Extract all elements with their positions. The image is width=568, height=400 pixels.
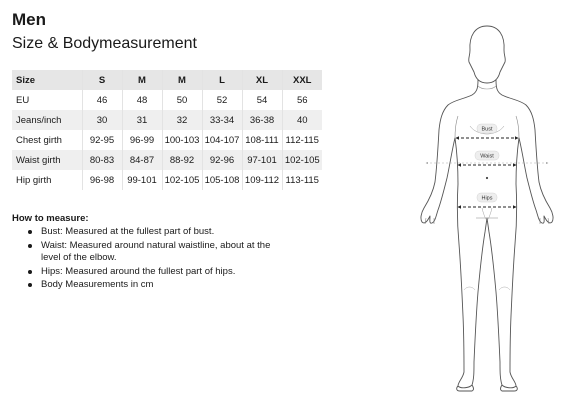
- table-cell: 108-111: [242, 130, 282, 150]
- table-cell: 56: [296, 94, 308, 106]
- table-cell: 112-115: [285, 134, 319, 146]
- table-cell: 52: [202, 90, 242, 110]
- howto-title: How to measure:: [12, 213, 89, 224]
- table-cell: 88-92: [162, 150, 202, 170]
- table-cell: 46: [82, 90, 122, 110]
- header-cell: L: [202, 70, 242, 90]
- table-cell: 100-103: [162, 130, 202, 150]
- header-cell: M: [122, 70, 162, 90]
- table-cell: 97-101: [242, 150, 282, 170]
- list-item-text: Bust: Measured at the fullest part of bust.: [41, 226, 215, 237]
- table-cell: 96-98: [82, 170, 122, 190]
- table-cell: 32: [162, 110, 202, 130]
- bullet-icon: [28, 283, 32, 287]
- body-figure: [412, 22, 562, 394]
- hips-label: Hips: [481, 195, 493, 202]
- body-outline: [421, 26, 553, 391]
- table-cell: 109-112: [242, 170, 282, 190]
- navel-mark: [486, 177, 488, 179]
- list-item-text: Waist: Measured around natural waistline, about at the level of the elbow.: [41, 239, 271, 263]
- waist-label: Waist: [480, 153, 494, 160]
- row-label: Hip girth: [12, 170, 82, 190]
- table-cell: 102-105: [162, 170, 202, 190]
- table-cell: 54: [242, 90, 282, 110]
- table-row: [12, 110, 322, 130]
- table-cell: 48: [122, 90, 162, 110]
- list-item-text: Body Measurements in cm: [41, 279, 154, 290]
- table-row: [12, 170, 322, 190]
- bullet-icon: [28, 270, 32, 274]
- size-table: [12, 70, 322, 190]
- table-cell: 80-83: [82, 150, 122, 170]
- table-cell: 102-105: [282, 150, 322, 170]
- header-cell: S: [82, 70, 122, 90]
- list-item: [12, 266, 271, 279]
- table-cell: 105-108: [202, 170, 242, 190]
- row-label: EU: [12, 90, 82, 110]
- howto-list: [12, 226, 271, 293]
- list-item-text: Hips: Measured around the fullest part of hips.: [41, 265, 236, 277]
- table-row: [12, 130, 322, 150]
- table-header-row: [12, 70, 322, 90]
- table-cell: 31: [122, 110, 162, 130]
- header-cell: XL: [242, 70, 282, 90]
- page-subtitle: Size & Bodymeasurement: [12, 35, 197, 52]
- table-cell: 40: [282, 110, 322, 130]
- table-row: [12, 90, 322, 110]
- list-item: [12, 279, 271, 292]
- page-title: Men: [12, 10, 46, 29]
- row-label: Jeans/inch: [12, 110, 82, 130]
- table-cell: 92-96: [202, 150, 242, 170]
- header-cell-size: Size: [12, 70, 82, 90]
- row-label: Chest girth: [12, 130, 82, 150]
- table-cell: 96-99: [122, 130, 162, 150]
- list-item: [12, 226, 271, 239]
- bullet-icon: [28, 244, 32, 248]
- table-cell: 113-115: [285, 174, 319, 186]
- table-row: [12, 150, 322, 170]
- header-cell: M: [162, 70, 202, 90]
- table-cell: 92-95: [82, 130, 122, 150]
- table-cell: 33-34: [202, 110, 242, 130]
- table-cell: 104-107: [202, 130, 242, 150]
- header-cell: XXL: [282, 70, 322, 90]
- table-cell: 50: [162, 90, 202, 110]
- table-cell: 36-38: [242, 110, 282, 130]
- bullet-icon: [28, 230, 32, 234]
- table-cell: 84-87: [122, 150, 162, 170]
- table-cell: 30: [82, 110, 122, 130]
- row-label: Waist girth: [12, 150, 82, 170]
- bust-label: Bust: [481, 126, 493, 133]
- table-cell: 99-101: [122, 170, 162, 190]
- list-item: [12, 240, 271, 265]
